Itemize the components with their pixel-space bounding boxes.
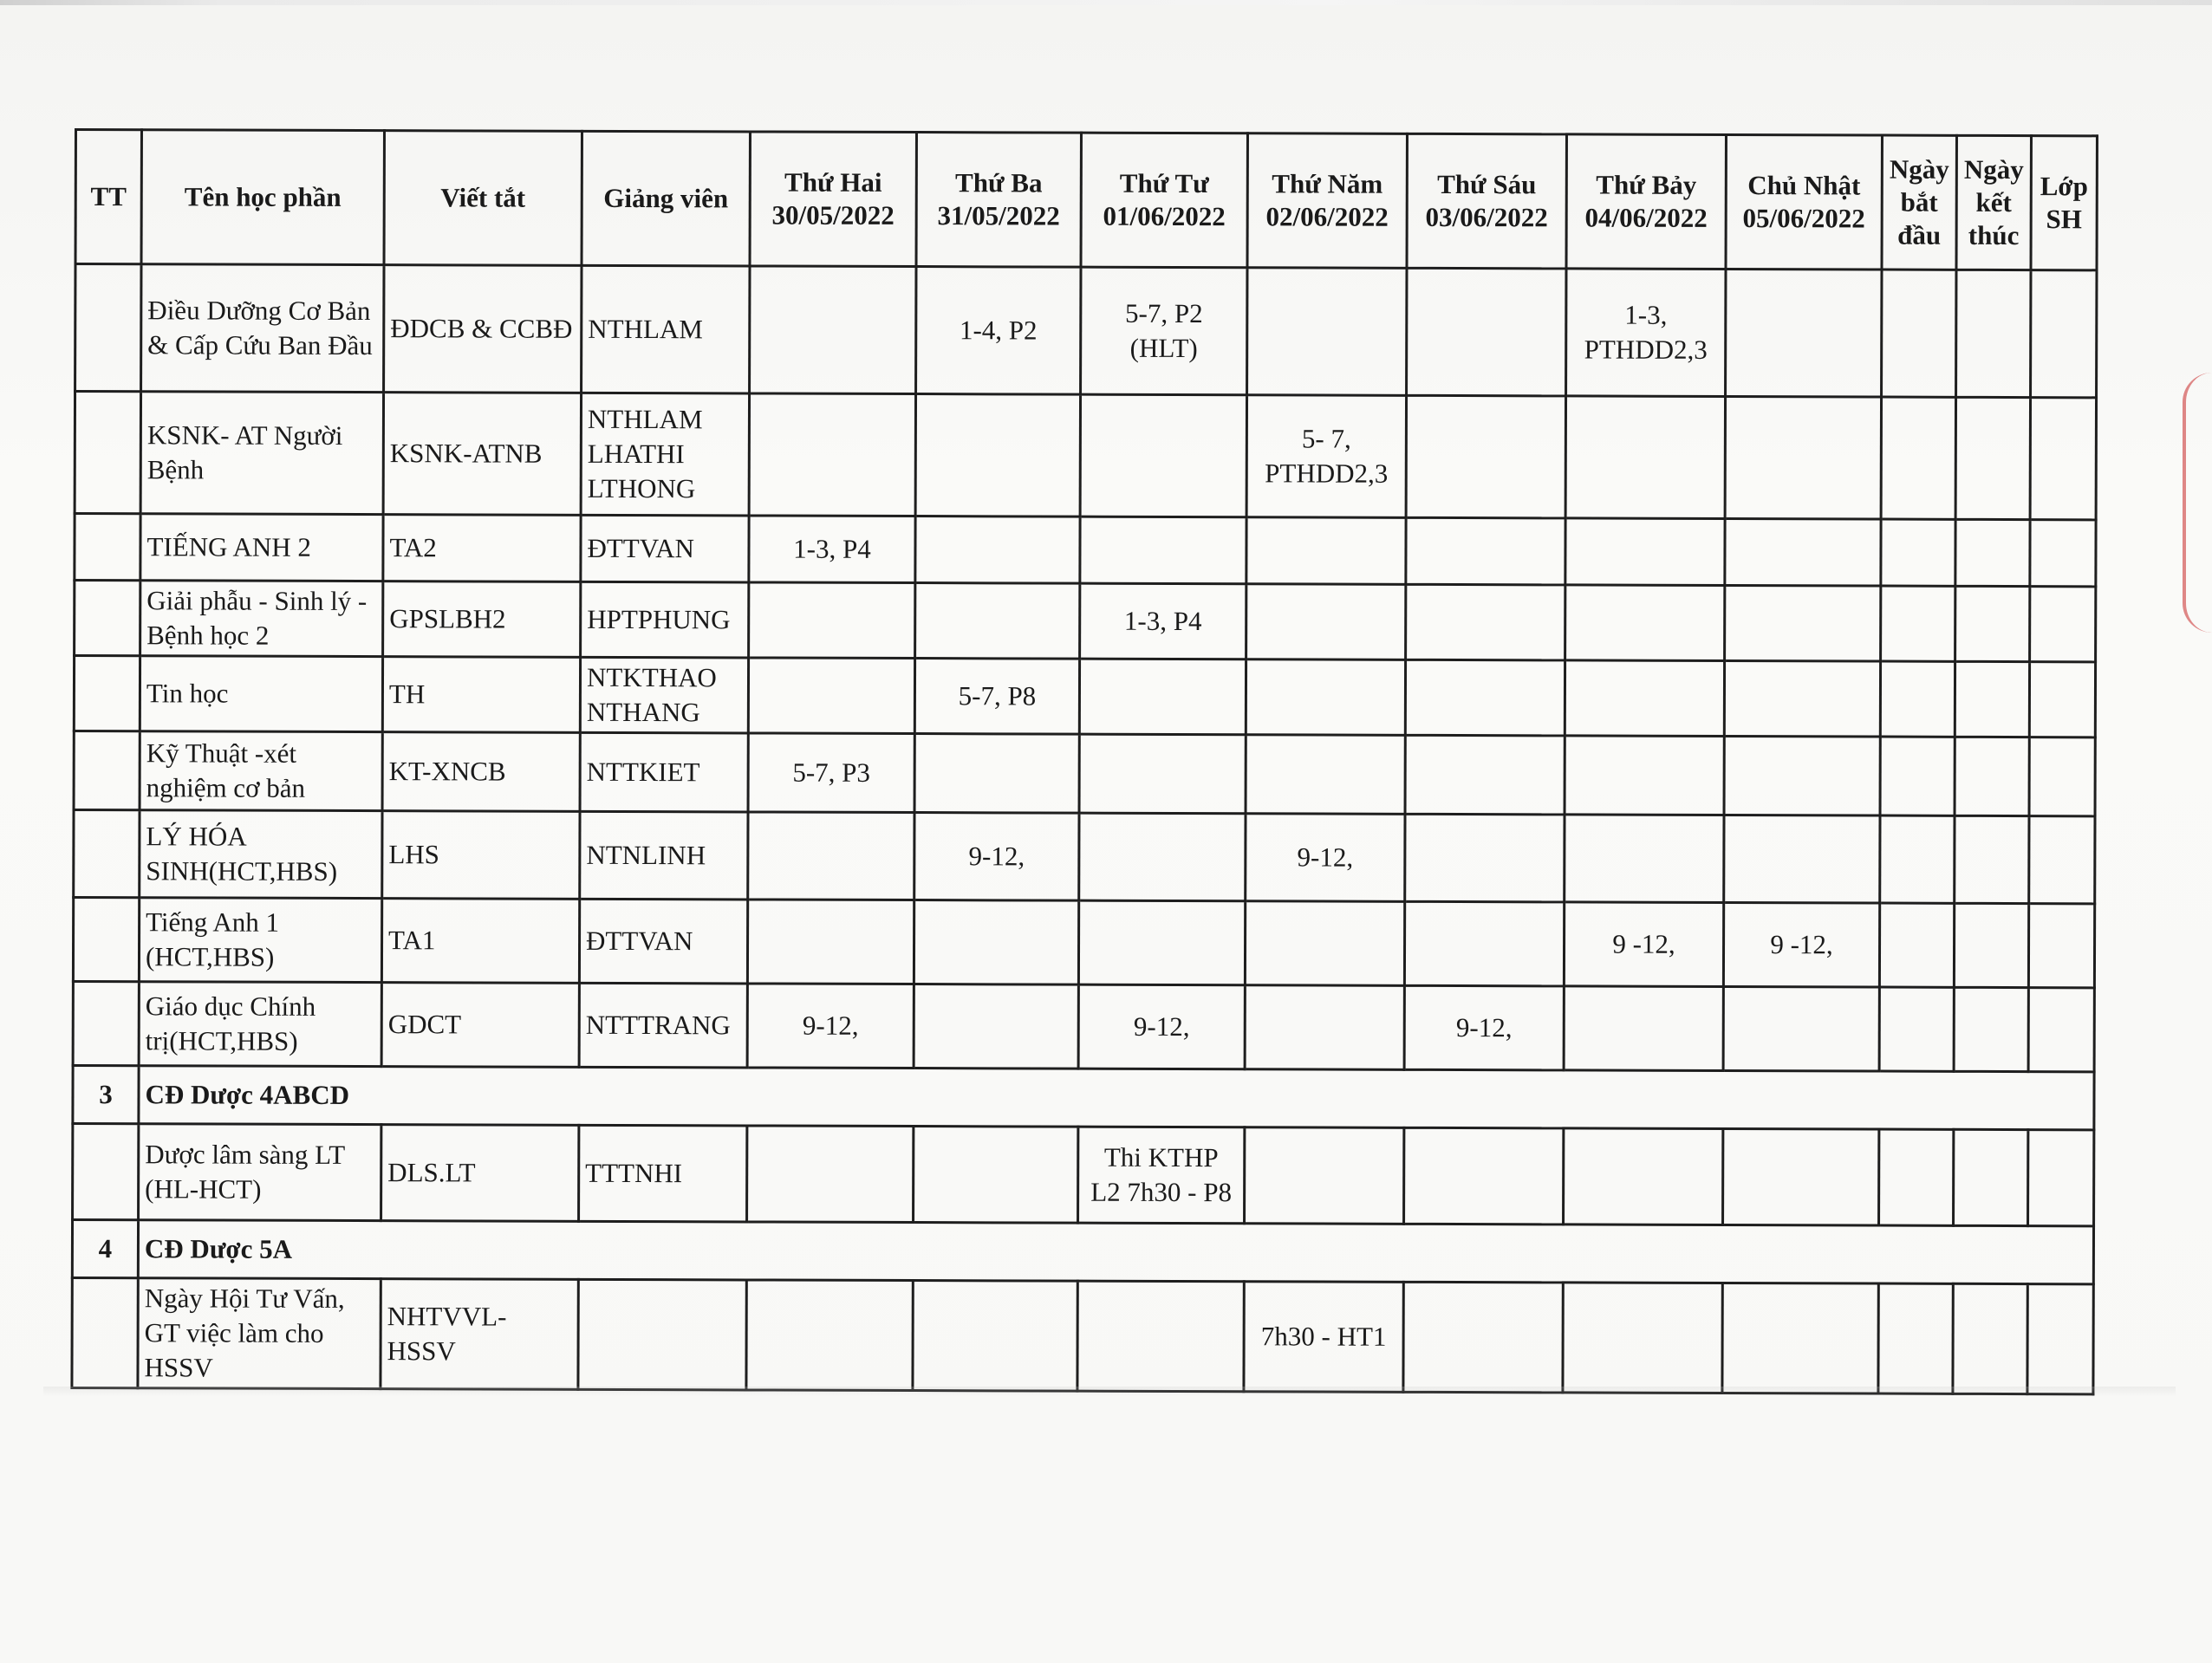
cell-sat [1563, 1283, 1722, 1393]
cell-abbr: KSNK-ATNB [383, 393, 581, 516]
cell-sat [1565, 585, 1725, 661]
cell-class [2030, 587, 2096, 662]
cell-end [1954, 1129, 2028, 1225]
cell-sat [1564, 986, 1723, 1071]
cell-thu [1245, 901, 1404, 986]
group-number: 3 [73, 1065, 139, 1123]
cell-sat [1564, 1128, 1723, 1225]
header-monday: Thứ Hai 30/05/2022 [750, 132, 916, 267]
schedule-table [70, 128, 2098, 1395]
cell-tue [914, 1127, 1078, 1224]
cell-sat [1565, 736, 1724, 815]
cell-tt [75, 514, 140, 581]
cell-sat [1565, 815, 1724, 903]
cell-subject: Giải phẫu - Sinh lý - Bệnh học 2 [140, 581, 383, 657]
cell-lecturer: HPTPHUNG [581, 581, 749, 658]
cell-tt [74, 810, 140, 898]
scan-top-edge [0, 0, 2212, 5]
cell-class [2029, 816, 2095, 904]
cell-start [1879, 903, 1954, 987]
cell-sun [1725, 518, 1881, 586]
header-sunday: Chủ Nhật 05/06/2022 [1726, 134, 1882, 270]
cell-tue: 9-12, [914, 813, 1079, 901]
cell-lecturer: NTTTRANG [579, 983, 747, 1068]
cell-tt [75, 392, 140, 514]
cell-subject: Giáo dục Chính trị(HCT,HBS) [139, 982, 381, 1067]
cell-mon: 1-3, P4 [749, 516, 915, 583]
cell-class [2030, 520, 2096, 587]
cell-thu [1245, 1127, 1404, 1225]
cell-mon [748, 812, 914, 900]
cell-thu [1246, 517, 1406, 585]
cell-start [1880, 737, 1955, 815]
header-friday: Thứ Sáu 03/06/2022 [1407, 133, 1566, 269]
cell-wed: 9-12, [1078, 984, 1245, 1069]
cell-lecturer [578, 1279, 746, 1390]
cell-end [1955, 519, 2030, 586]
group-row [73, 1065, 2094, 1129]
header-row [75, 130, 2097, 270]
cell-tt [73, 898, 139, 982]
cell-tue [915, 394, 1080, 517]
cell-fri [1405, 659, 1565, 736]
header-lecturer: Giảng viên [582, 131, 750, 266]
cell-mon [748, 658, 914, 734]
cell-abbr: GDCT [381, 983, 579, 1068]
cell-mon [749, 393, 915, 516]
cell-wed: 5-7, P2 (HLT) [1081, 267, 1247, 395]
cell-start [1879, 987, 1954, 1071]
group-name: CĐ Dược 5A [138, 1220, 2093, 1284]
cell-tue [915, 583, 1080, 659]
cell-abbr: KT-XNCB [382, 732, 580, 812]
cell-end [1954, 903, 2028, 987]
cell-tue: 1-4, P2 [916, 267, 1081, 395]
cell-end [1956, 270, 2031, 397]
cell-class [2031, 270, 2097, 398]
cell-thu: 5- 7, PTHDD2,3 [1246, 395, 1406, 518]
cell-fri [1405, 735, 1565, 815]
cell-fri [1403, 1282, 1563, 1393]
cell-subject: Tiếng Anh 1 (HCT,HBS) [139, 898, 381, 983]
cell-thu: 7h30 - HT1 [1244, 1282, 1403, 1393]
cell-sat: 1-3, PTHDD2,3 [1566, 269, 1726, 397]
cell-sat [1565, 660, 1724, 737]
header-end-date: Ngày kết thúc [1956, 135, 2031, 270]
cell-mon [747, 1126, 914, 1223]
header-wednesday: Thứ Tư 01/06/2022 [1081, 133, 1247, 268]
cell-sat [1565, 518, 1725, 586]
cell-sat [1565, 396, 1725, 519]
cell-abbr: LHS [382, 811, 580, 900]
cell-lecturer: NTNLINH [580, 811, 748, 900]
cell-start [1880, 815, 1955, 903]
group-number: 4 [72, 1219, 138, 1277]
cell-abbr: TH [382, 657, 580, 733]
cell-lecturer: NTKTHAO NTHANG [580, 657, 748, 733]
cell-tue [914, 984, 1078, 1069]
group-row [72, 1219, 2093, 1283]
header-thursday: Thứ Năm 02/06/2022 [1247, 133, 1407, 269]
table-row [75, 392, 2096, 520]
cell-abbr: ĐDCB & CCBĐ [384, 265, 582, 393]
cell-tt [75, 264, 141, 392]
cell-lecturer: NTHLAM [582, 265, 750, 393]
cell-tue [914, 734, 1079, 814]
cell-start [1880, 661, 1955, 737]
cell-subject: KSNK- AT Người Bệnh [140, 392, 383, 515]
cell-sun: 9 -12, [1723, 902, 1879, 987]
header-start-date: Ngày bắt đầu [1882, 135, 1956, 270]
cell-tt [73, 981, 139, 1065]
group-name: CĐ Dược 4ABCD [139, 1066, 2094, 1130]
header-subject: Tên học phần [141, 130, 384, 265]
cell-subject: Tin học [140, 656, 382, 732]
cell-fri [1406, 517, 1565, 585]
cell-fri [1406, 395, 1565, 518]
cell-tt [74, 731, 140, 810]
cell-thu [1245, 985, 1404, 1070]
cell-class [2028, 1130, 2094, 1226]
cell-wed: 1-3, P4 [1080, 583, 1246, 659]
cell-abbr: NHTVVL- HSSV [381, 1279, 578, 1390]
cell-sun [1724, 736, 1880, 815]
cell-sun [1726, 269, 1882, 397]
cell-mon [746, 1280, 913, 1391]
cell-lecturer: ĐTTVAN [579, 899, 747, 984]
cell-start [1881, 397, 1955, 519]
cell-thu [1247, 268, 1407, 396]
cell-wed: Thi KTHP L2 7h30 - P8 [1078, 1127, 1245, 1224]
cell-class [2029, 737, 2095, 816]
cell-wed [1080, 394, 1246, 517]
table-row [74, 810, 2095, 904]
cell-end [1955, 661, 2029, 737]
cell-lecturer: NTTKIET [580, 732, 748, 812]
cell-tue: 5-7, P8 [914, 659, 1079, 735]
header-abbr: Viết tắt [384, 131, 582, 266]
cell-sun [1723, 986, 1879, 1071]
cell-class [2029, 662, 2095, 737]
cell-subject: LÝ HÓA SINH(HCT,HBS) [140, 810, 382, 899]
cell-start [1881, 519, 1955, 586]
cell-wed [1079, 734, 1246, 814]
cell-mon: 5-7, P3 [748, 733, 914, 813]
cell-subject: Dược lâm sàng LT (HL-HCT) [139, 1124, 381, 1221]
cell-mon [750, 266, 916, 394]
cell-class [2028, 988, 2094, 1072]
table-row [73, 1123, 2094, 1225]
cell-wed [1079, 659, 1246, 735]
cell-fri [1404, 901, 1564, 986]
cell-wed [1079, 813, 1246, 901]
cell-fri [1404, 1127, 1564, 1225]
red-stamp-edge [2183, 373, 2212, 633]
cell-fri [1406, 584, 1565, 660]
cell-tue [915, 516, 1080, 584]
cell-tt [73, 1123, 139, 1219]
cell-thu [1246, 584, 1406, 660]
cell-end [1955, 815, 2029, 903]
cell-wed [1078, 900, 1245, 985]
cell-subject: TIẾNG ANH 2 [140, 514, 383, 581]
cell-end [1954, 987, 2028, 1071]
cell-sun [1724, 815, 1880, 903]
cell-end [1955, 397, 2030, 519]
cell-fri [1405, 814, 1565, 902]
cell-end [1953, 1283, 2027, 1393]
cell-abbr: GPSLBH2 [383, 581, 581, 658]
table-row [73, 898, 2094, 988]
cell-wed [1080, 516, 1246, 584]
cell-subject: Kỹ Thuật -xét nghiệm cơ bản [140, 731, 382, 811]
cell-thu [1246, 735, 1405, 815]
table-row [72, 1277, 2093, 1393]
cell-tue [913, 1281, 1077, 1392]
cell-wed [1077, 1281, 1244, 1392]
cell-tt [74, 656, 140, 731]
cell-subject: Ngày Hội Tư Vấn, GT việc làm cho HSSV [138, 1278, 381, 1389]
cell-sun [1725, 396, 1881, 519]
cell-class [2028, 904, 2094, 988]
cell-start [1882, 270, 1956, 397]
cell-sun [1724, 660, 1880, 737]
cell-mon: 9-12, [747, 984, 914, 1069]
cell-end [1955, 586, 2030, 661]
header-class: Lớp SH [2031, 136, 2097, 270]
cell-start [1878, 1283, 1953, 1393]
cell-tt [75, 581, 140, 656]
cell-thu [1246, 659, 1405, 736]
cell-tue [914, 900, 1078, 985]
cell-thu: 9-12, [1246, 814, 1405, 902]
scan-shadow [43, 1387, 2176, 1397]
table-row [75, 514, 2096, 587]
cell-end [1955, 737, 2029, 815]
cell-abbr: TA1 [381, 899, 579, 984]
cell-class [2030, 398, 2096, 520]
cell-abbr: DLS.LT [381, 1125, 579, 1222]
cell-tt [72, 1277, 138, 1387]
cell-abbr: TA2 [383, 515, 581, 582]
cell-lecturer: TTTNHI [579, 1125, 747, 1222]
cell-sun [1723, 1128, 1879, 1225]
header-saturday: Thứ Bảy 04/06/2022 [1566, 134, 1726, 270]
cell-lecturer: ĐTTVAN [581, 515, 749, 582]
cell-mon [749, 582, 915, 659]
table-row [73, 981, 2094, 1071]
cell-sun [1725, 585, 1881, 661]
cell-sat: 9 -12, [1564, 902, 1723, 987]
cell-start [1879, 1129, 1954, 1225]
table-row [74, 656, 2095, 737]
cell-sun [1722, 1283, 1878, 1393]
table-row [75, 581, 2096, 662]
cell-subject: Điều Dưỡng Cơ Bản & Cấp Cứu Ban Đầu [141, 264, 384, 393]
header-tuesday: Thứ Ba 31/05/2022 [916, 133, 1081, 268]
header-tt: TT [75, 130, 141, 264]
cell-fri: 9-12, [1404, 985, 1564, 1070]
cell-fri [1407, 268, 1566, 396]
table-row [74, 731, 2095, 816]
table-row [75, 264, 2097, 398]
cell-class [2027, 1284, 2093, 1394]
cell-lecturer: NTHLAM LHATHI LTHONG [581, 393, 749, 516]
cell-mon [747, 900, 914, 984]
cell-start [1881, 586, 1955, 661]
